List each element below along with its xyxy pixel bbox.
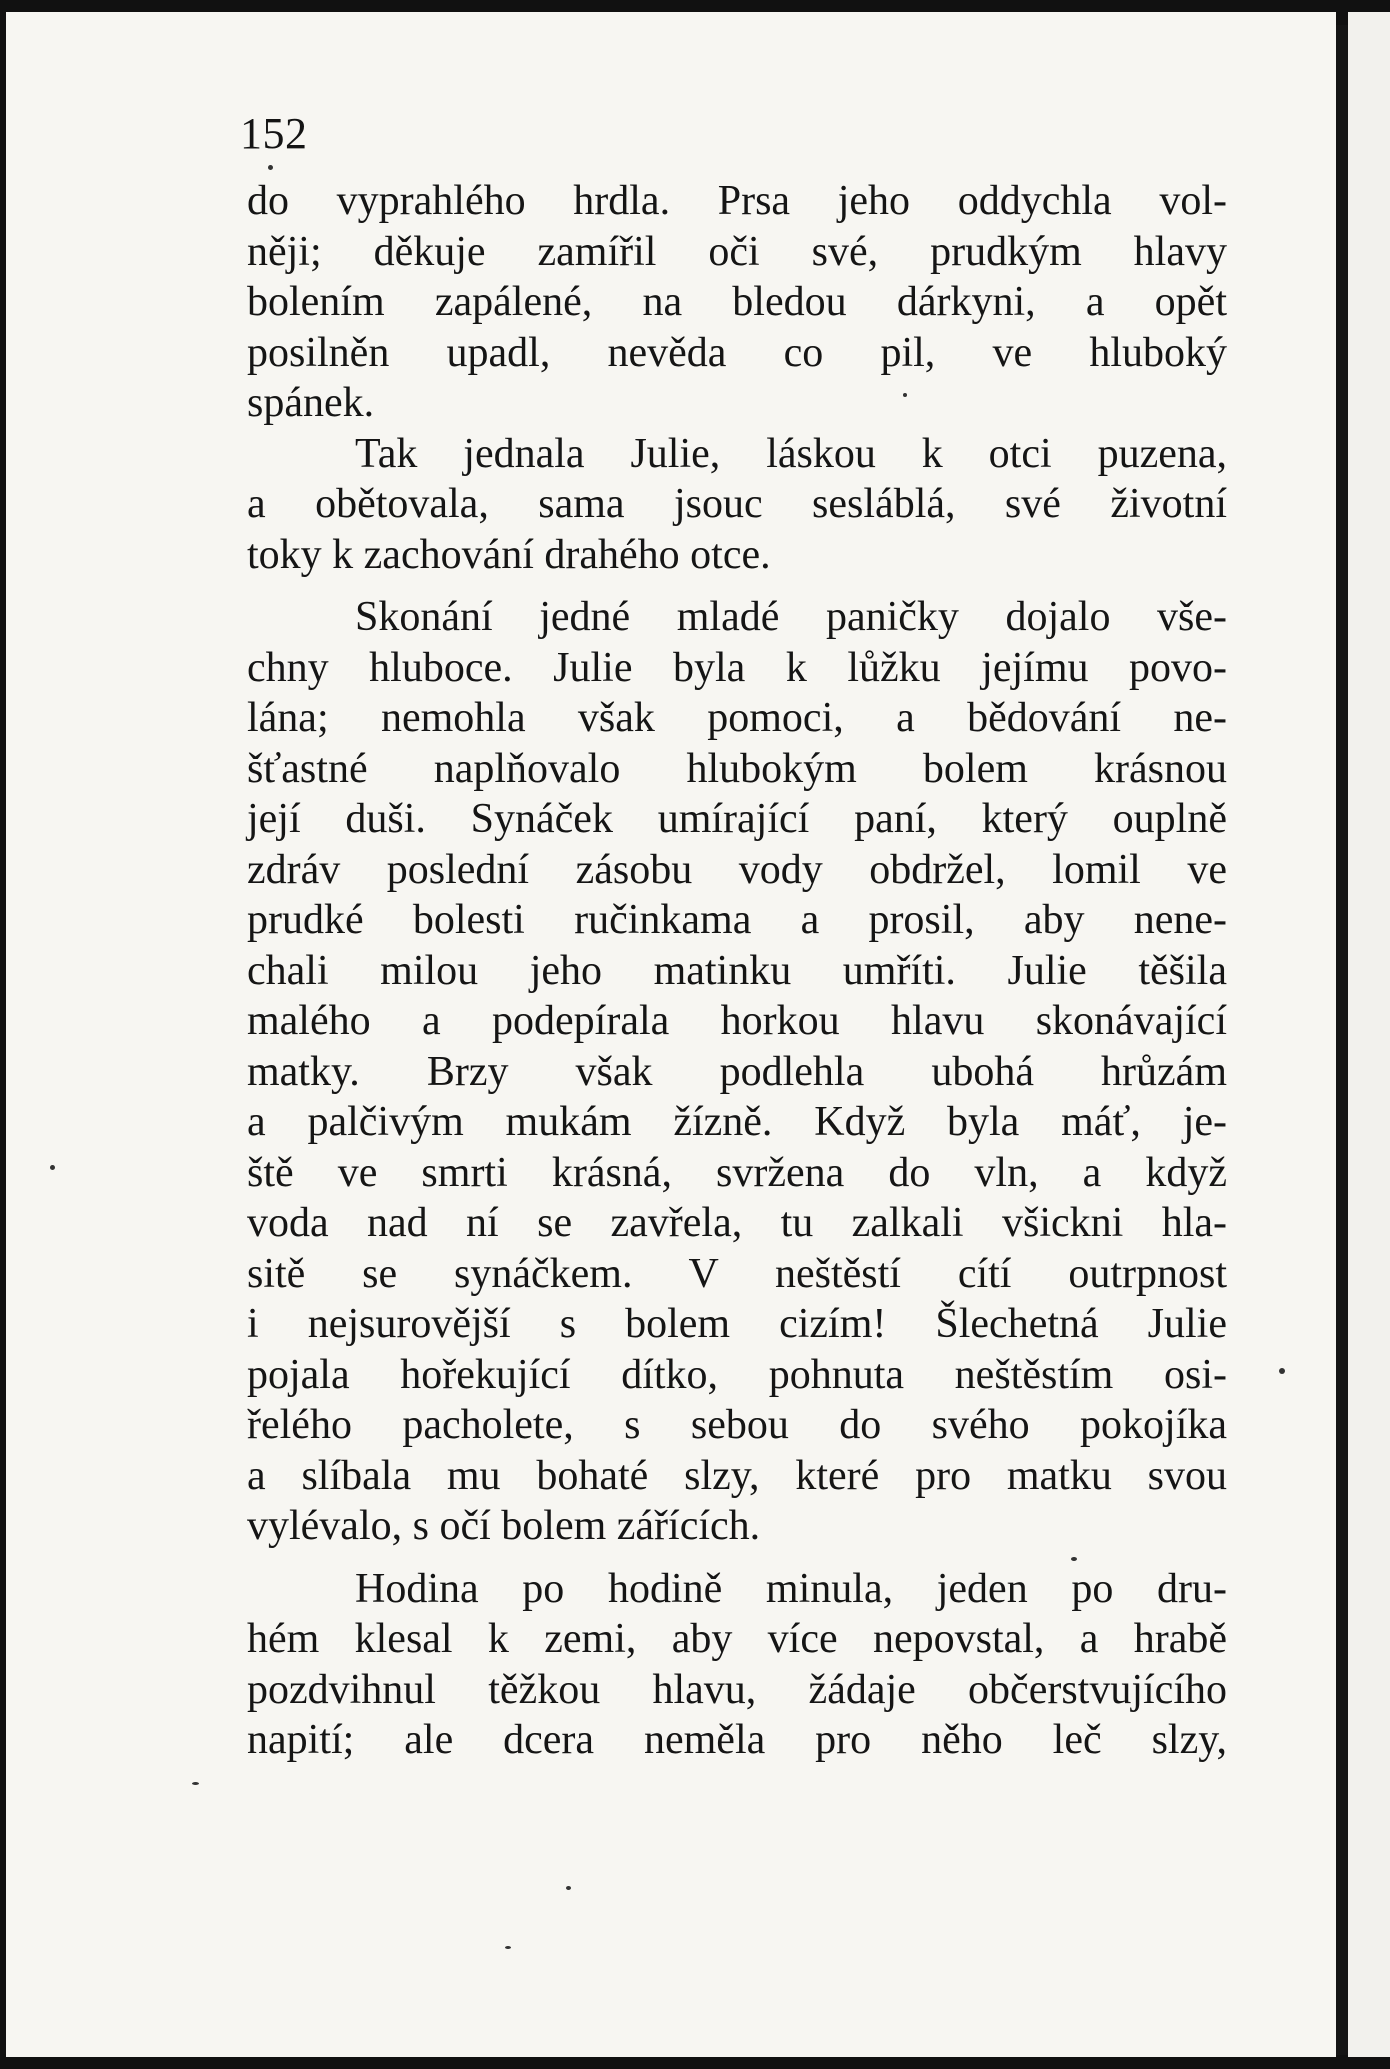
text-line: něji; děkuje zamířil oči své, prudkým hlavy (247, 228, 1227, 275)
text-line: matky. Brzy však podlehla ubohá hrůzám (247, 1048, 1227, 1095)
text-line: napití; ale dcera neměla pro něho leč slzy, (247, 1717, 1227, 1763)
text-line: hém klesal k zemi, aby více nepovstal, a hrabě (247, 1616, 1227, 1662)
text-line: lána; nemohla však pomoci, a bědování ne- (247, 695, 1227, 741)
text-line: a obětovala, sama jsouc sesláblá, své životní (247, 481, 1227, 527)
text-line: prudké bolesti ručinkama a prosil, aby nene- (247, 897, 1227, 943)
print-speck (566, 1886, 571, 1890)
text-line: voda nad ní se zavřela, tu zalkali všickni hla- (247, 1200, 1227, 1246)
text-line: vylévalo, s očí bolem zářících. (247, 1503, 761, 1549)
text-line: a palčivým mukám žízně. Když byla máť, je- (247, 1099, 1227, 1145)
text-line: chny hluboce. Julie byla k lůžku jejímu povo- (247, 644, 1227, 691)
text-line: pojala hořekující dítko, pohnuta neštěstím osi- (247, 1351, 1227, 1398)
text-line: a slíbala mu bohaté slzy, které pro matku svou (247, 1452, 1227, 1499)
print-speck (1279, 1368, 1285, 1374)
text-line: její duši. Synáček umírající paní, který ouplně (247, 796, 1227, 842)
text-line: šťastné naplňovalo hlubokým bolem krásnou (247, 745, 1227, 792)
page-edge-strip (1348, 12, 1390, 2057)
print-speck (268, 165, 273, 170)
text-line: bolením zapálené, na bledou dárkyni, a opět (247, 279, 1227, 325)
print-speck (903, 393, 907, 397)
text-line: i nejsurovější s bolem cizím! Šlechetná Julie (247, 1301, 1227, 1347)
body-text (247, 176, 1227, 1766)
text-line: ště ve smrti krásná, svržena do vln, a když (247, 1149, 1227, 1196)
text-line: spánek. (247, 380, 375, 426)
text-line: zdráv poslední zásobu vody obdržel, lomil ve (247, 846, 1227, 893)
text-line: sitě se synáčkem. V neštěstí cítí outrpnost (247, 1250, 1227, 1297)
print-speck (192, 1782, 199, 1785)
text-line: toky k zachování drahého otce. (247, 531, 771, 578)
text-line: Tak jednala Julie, láskou k otci puzena, (355, 430, 1227, 477)
page-number: 152 (240, 109, 308, 158)
text-line: chali milou jeho matinku umříti. Julie těšila (247, 947, 1227, 994)
paragraph-gap (247, 580, 1227, 592)
page-edge-rule (1336, 25, 1348, 2055)
text-line: Hodina po hodině minula, jeden po dru- (355, 1565, 1227, 1612)
text-line: řelého pacholete, s sebou do svého pokojíka (247, 1402, 1227, 1448)
print-speck (50, 1165, 55, 1170)
text-line: Skonání jedné mladé paničky dojalo vše- (355, 594, 1227, 640)
print-speck (505, 1946, 511, 1949)
text-line: posilněn upadl, nevěda co pil, ve hluboký (247, 329, 1227, 376)
print-speck (1071, 1557, 1077, 1561)
text-line: malého a podepírala horkou hlavu skonávající (247, 998, 1227, 1044)
text-line: do vyprahlého hrdla. Prsa jeho oddychla vol- (247, 178, 1227, 224)
paragraph-gap (247, 1552, 1227, 1564)
text-line: pozdvihnul těžkou hlavu, žádaje občerstvujícího (247, 1666, 1227, 1713)
